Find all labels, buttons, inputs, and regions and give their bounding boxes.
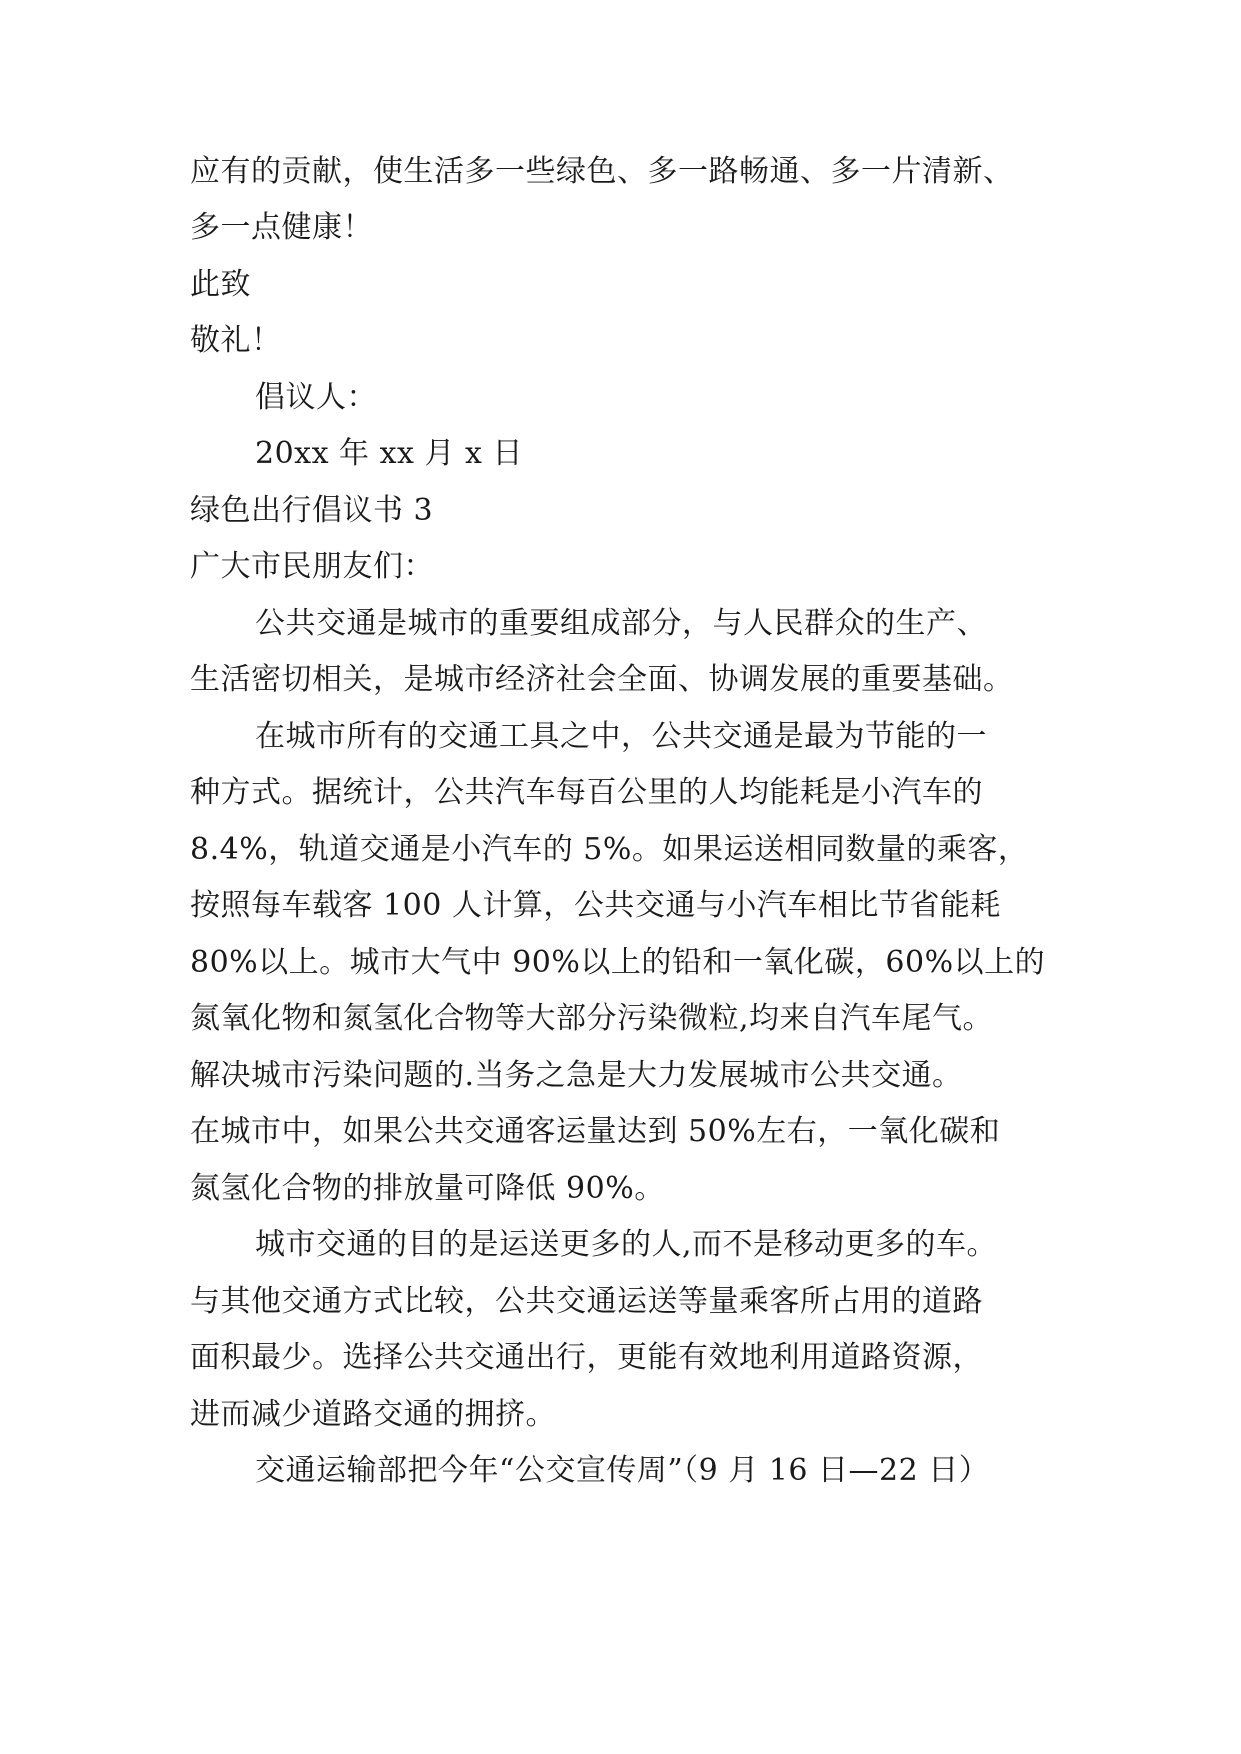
text-line: 应有的贡献，使生活多一些绿色、多一路畅通、多一片清新、 xyxy=(190,154,1014,189)
text-line: 进而减少道路交通的拥挤。 xyxy=(190,1397,556,1432)
text-line: 交通运输部把今年“公交宣传周”（9 月 16 日—22 日） xyxy=(255,1453,990,1488)
text-line: 敬礼！ xyxy=(190,323,282,358)
text-line: 与其他交通方式比较，公共交通运送等量乘客所占用的道路 xyxy=(190,1284,983,1319)
text-line: 此致 xyxy=(190,267,251,302)
text-line: 多一点健康！ xyxy=(190,210,373,245)
salutation: 广大市民朋友们： xyxy=(190,549,434,584)
text-line: 在城市所有的交通工具之中，公共交通是最为节能的一 xyxy=(255,719,987,754)
text-line: 80%以上。城市大气中 90%以上的铅和一氧化碳，60%以上的 xyxy=(190,945,1046,980)
text-line: 氮氧化物和氮氢化合物等大部分污染微粒,均来自汽车尾气。 xyxy=(190,1001,994,1036)
text-line: 公共交通是城市的重要组成部分，与人民群众的生产、 xyxy=(255,606,987,641)
text-line: 生活密切相关，是城市经济社会全面、协调发展的重要基础。 xyxy=(190,662,1014,697)
text-line: 按照每车载客 100 人计算，公共交通与小汽车相比节省能耗 xyxy=(190,888,1001,923)
text-line: 解决城市污染问题的.当务之急是大力发展城市公共交通。 xyxy=(190,1058,963,1093)
text-line: 氮氢化合物的排放量可降低 90%。 xyxy=(190,1171,665,1206)
text-line: 城市交通的目的是运送更多的人,而不是移动更多的车。 xyxy=(255,1227,998,1262)
date-line: 20xx 年 xx 月 x 日 xyxy=(255,436,523,471)
section-title: 绿色出行倡议书 3 xyxy=(190,493,434,528)
signature-label: 倡议人： xyxy=(255,380,377,415)
text-line: 面积最少。选择公共交通出行，更能有效地利用道路资源， xyxy=(190,1340,983,1375)
text-line: 8.4%，轨道交通是小汽车的 5%。如果运送相同数量的乘客， xyxy=(190,832,1029,867)
text-line: 在城市中，如果公共交通客运量达到 50%左右，一氧化碳和 xyxy=(190,1114,1001,1149)
text-line: 种方式。据统计，公共汽车每百公里的人均能耗是小汽车的 xyxy=(190,775,983,810)
